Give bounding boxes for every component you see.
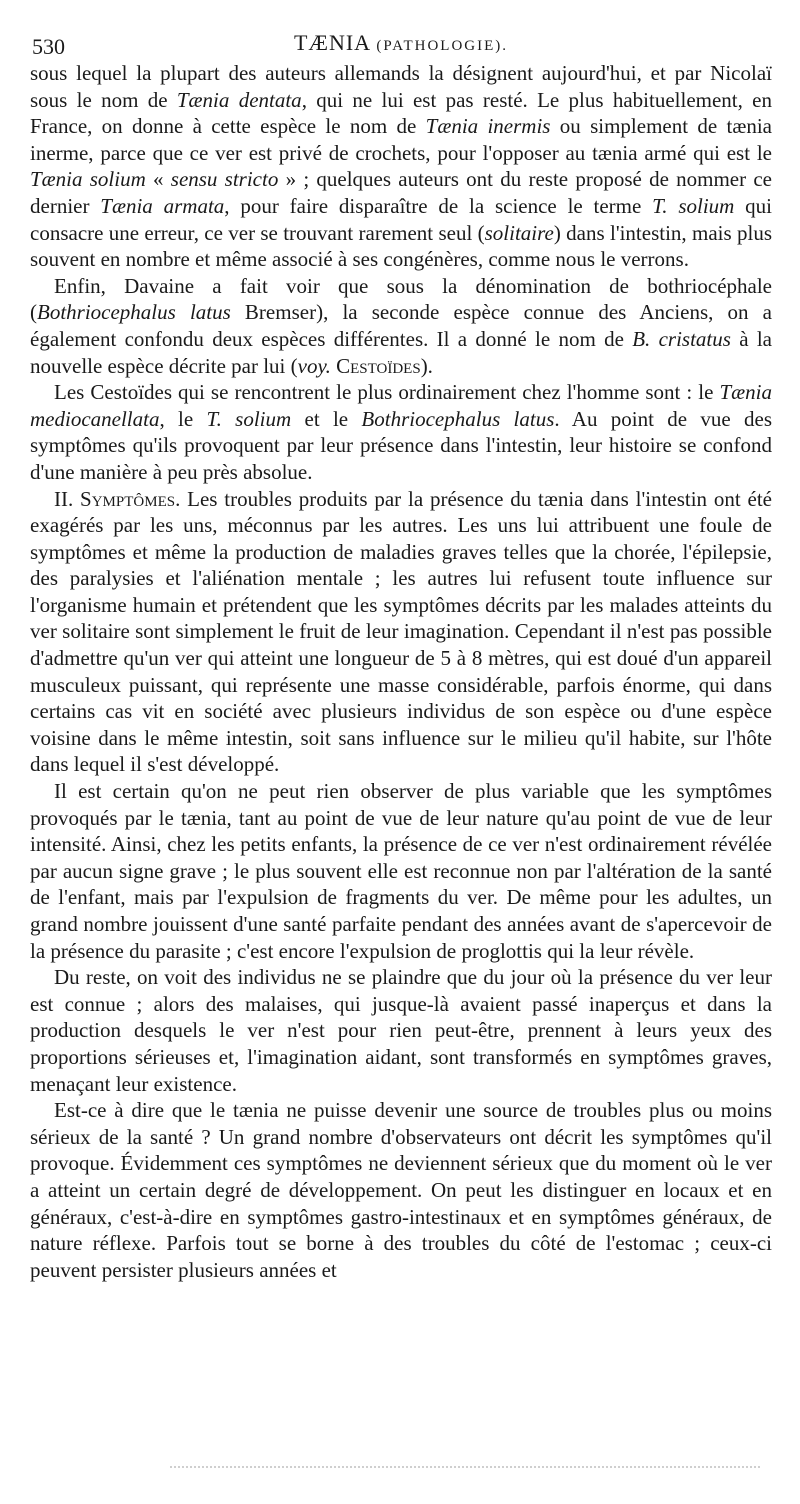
- running-title: [30, 30, 772, 56]
- running-title-main: TÆNIA: [293, 30, 370, 55]
- text-run: II.: [54, 486, 81, 511]
- page-number: 530: [32, 34, 65, 59]
- paragraph: [30, 273, 772, 379]
- footer-rule: [170, 1466, 760, 1472]
- italic-term: T. solium: [652, 193, 735, 218]
- paragraph: [30, 964, 772, 1097]
- text-run: , pour faire disparaître de la science le terme: [224, 193, 653, 218]
- text-run: » ; quelques auteurs ont du reste proposé de nommer ce dernier: [30, 167, 772, 218]
- text-run: . Les troubles produits par la présence du tænia dans l'intestin ont été exagérés par les uns, méconnus par les autres. Les uns lui attribuent une foule de symptômes et même la production de maladies graves telles que la chorée, l'épilepsie, des paralysies et l'aliénation mentale ; les autres lui refusent toute influence sur l'organisme humain et prétendent que les symptômes décrits par les malades atteints du ver solitaire sont simplement le fruit de leur imagination. Cependant il n'est pas possible d'admettre qu'un ver qui atteint une longueur de 5 à 8 mètres, qui est doué d'un appareil musculeux puissant, qui représente une masse considérable, parfois énorme, qui dans certains cas vit en société avec plusieurs individus de son espèce ou d'une espèce voisine dans le même intestin, soit sans influence sur le milieu qu'il habite, sur l'hôte dans lequel il s'est développé.: [30, 486, 772, 777]
- running-title-sub: (PATHOLOGIE).: [376, 38, 509, 54]
- italic-term: Tænia inermis: [425, 114, 551, 139]
- text-run: . Au point de vue des symptômes qu'ils provoquent par leur présence dans l'intestin, leur histoire se confond d'une manière à peu près absolue.: [30, 406, 772, 484]
- text-run: , qui ne lui est pas resté. Le plus habituellement, en France, on donne à cette espèce le nom de: [30, 87, 773, 139]
- italic-term: solitaire: [484, 220, 554, 245]
- small-caps-term: Cestoïdes: [336, 353, 421, 378]
- italic-term: sensu stricto: [170, 167, 279, 192]
- paragraph: [30, 1097, 772, 1283]
- italic-term: Tænia solium: [30, 167, 146, 192]
- text-run: Bremser), la seconde espèce connue des Anciens, on a également confondu deux espèces différentes. Il a donné le nom de: [30, 300, 772, 351]
- text-run: Il est certain qu'on ne peut rien observer de plus variable que les symptômes provoqués par le tænia, tant au point de vue de leur nature qu'au point de vue de leur intensité. Ainsi, chez les petits enfants, la présence de ce ver n'est ordinairement révélée par aucun signe grave ; le plus souvent elle est reconnue non par l'altération de la santé de l'enfant, mais par l'expulsion de fragments du ver. De même pour les adultes, un grand nombre jouissent d'une santé parfaite pendant des années avant de s'apercevoir de la présence du parasite ; c'est encore l'expulsion de proglottis qui la leur révèle.: [30, 779, 772, 963]
- italic-term: Bothriocephalus latus: [37, 300, 231, 325]
- italic-term: B. cristatus: [632, 326, 731, 351]
- paragraph: [30, 778, 772, 964]
- small-caps-term: Symptômes: [80, 486, 176, 511]
- text-run: ou simplement de tænia inerme, parce que ce ver est privé de crochets, pour l'opposer au tænia armé qui est le: [30, 114, 772, 165]
- paragraph: [30, 60, 772, 273]
- italic-term: Bothriocephalus latus: [361, 406, 555, 431]
- text-run: et le: [291, 406, 362, 431]
- paragraph: [30, 486, 772, 779]
- text-run: qui consacre une erreur, ce ver se trouvant rarement seul (: [30, 193, 773, 245]
- italic-term: Tænia dentata: [176, 87, 302, 112]
- text-run: «: [145, 167, 171, 192]
- italic-term: Tænia mediocanellata: [30, 380, 772, 431]
- italic-term: Tænia armata: [100, 193, 225, 218]
- running-header: [30, 26, 772, 60]
- text-run: ) dans l'intestin, mais plus souvent en nombre et même associé à ses congénères, comme nous le verrons.: [30, 220, 773, 272]
- text-run: Enfin, Davaine a fait voir que sous la dénomination de bothriocéphale (: [30, 273, 772, 325]
- text-run: Est-ce à dire que le tænia ne puisse devenir une source de troubles plus ou moins sérieux de la santé ? Un grand nombre d'observateurs ont décrit les symptômes qu'il provoque. Évidemment ces symptômes ne deviennent sérieux que du moment où le ver a atteint un certain degré de développement. On peut les distinguer en locaux et en généraux, c'est-à-dire en symptômes gastro-intestinaux et en symptômes généraux, de nature réflexe. Parfois tout se borne à des troubles du côté de l'estomac ; ceux-ci peuvent persister plusieurs années et: [30, 1098, 772, 1282]
- text-run: ).: [420, 353, 433, 378]
- body-text: [30, 60, 772, 1283]
- document-page: [30, 26, 772, 1283]
- text-run: Les Cestoïdes qui se rencontrent le plus ordinairement chez l'homme sont : le: [54, 380, 720, 405]
- text-run: sous lequel la plupart des auteurs allemands la désignent aujourd'hui, et par Nicolaï sous le nom de: [30, 61, 772, 112]
- text-run: Du reste, on voit des individus ne se plaindre que du jour où la présence du ver leur est connue ; alors des malaises, qui jusque-là avaient passé inaperçus et dans la production desquels le ver n'est pour rien peut-être, prennent à leurs yeux des proportions sérieuses et, l'imagination aidant, sont transformés en symptômes graves, menaçant leur existence.: [30, 965, 772, 1096]
- italic-term: T. solium: [206, 406, 292, 431]
- paragraph: [30, 379, 772, 485]
- text-run: à la nouvelle espèce décrite par lui (: [30, 326, 773, 378]
- text-run: , le: [159, 406, 207, 431]
- italic-term: voy.: [297, 353, 331, 378]
